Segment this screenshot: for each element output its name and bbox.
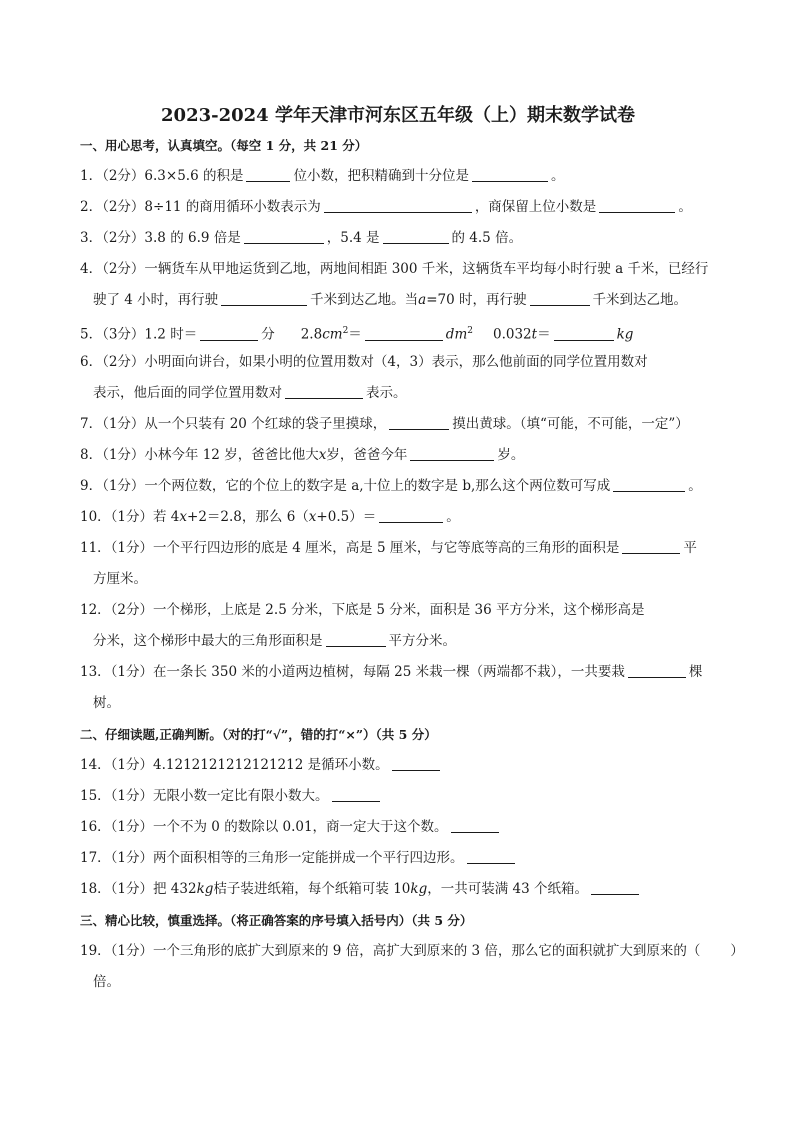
answer-blank[interactable] <box>472 165 548 182</box>
answer-blank[interactable] <box>628 661 686 678</box>
answer-blank[interactable] <box>389 413 449 430</box>
answer-blank[interactable] <box>246 165 290 182</box>
question-14: 14．（1分）4.1212121212121212 是循环小数。 <box>80 750 716 781</box>
answer-blank[interactable] <box>591 878 639 895</box>
answer-blank[interactable] <box>200 324 258 341</box>
question-4: 4．（2分）一辆货车从甲地运货到乙地，两地间相距 300 千米，这辆货车平均每小时行驶 a 千米，已经行 <box>80 261 709 277</box>
page-title: 2023-2024 学年天津市河东区五年级（上）期末数学试卷 <box>161 105 635 126</box>
answer-blank[interactable] <box>599 196 675 213</box>
question-6-continued: 表示，他后面的同学位置用数对 表示。 <box>80 378 716 409</box>
answer-blank[interactable] <box>324 196 472 213</box>
answer-blank[interactable] <box>451 816 499 833</box>
answer-blank[interactable] <box>365 324 443 341</box>
question-19: 19．（1分）一个三角形的底扩大到原来的 9 倍，高扩大到原来的 3 倍，那么它的面积就扩大到原来的（ ） <box>80 943 744 959</box>
question-17: 17．（1分）两个面积相等的三角形一定能拼成一个平行四边形。 <box>80 843 716 874</box>
question-11-continued: 方厘米。 <box>93 571 147 587</box>
question-13: 13．（1分）在一条长 350 米的小道两边植树，每隔 25 米栽一棵（两端都不栽），一共要栽 棵 <box>80 657 716 688</box>
answer-blank[interactable] <box>467 847 515 864</box>
question-7: 7．（1分）从一个只装有 20 个红球的袋子里摸球， 摸出黄球。（填“可能，不可能，一定”） <box>80 409 716 440</box>
answer-blank[interactable] <box>244 227 324 244</box>
section-2-heading: 二、仔细读题,正确判断。（对的打“√”，错的打“×”）（共 5 分） <box>80 727 437 742</box>
question-6: 6．（2分）小明面向讲台，如果小明的位置用数对（4，3）表示，那么他前面的同学位置用数对 <box>80 354 648 370</box>
question-12: 12．（2分）一个梯形，上底是 2.5 分米，下底是 5 分米，面积是 36 平方分米，这个梯形高是 <box>80 602 645 618</box>
answer-blank[interactable] <box>613 475 685 492</box>
question-16: 16．（1分）一个不为 0 的数除以 0.01，商一定大于这个数。 <box>80 812 716 843</box>
question-15: 15．（1分）无限小数一定比有限小数大。 <box>80 781 716 812</box>
section-1-heading: 一、用心思考，认真填空。（每空 1 分，共 21 分） <box>80 138 368 153</box>
answer-blank[interactable] <box>285 382 363 399</box>
question-2: 2．（2分）8÷11 的商用循环小数表示为 ，商保留上位小数是 。 <box>80 192 716 223</box>
question-12-continued: 分米，这个梯形中最大的三角形面积是 平方分米。 <box>80 626 716 657</box>
question-11: 11．（1分）一个平行四边形的底是 4 厘米，高是 5 厘米，与它等底等高的三角形的面积是 平 <box>80 533 716 564</box>
answer-blank[interactable] <box>622 537 680 554</box>
answer-blank[interactable] <box>554 324 614 341</box>
answer-blank[interactable] <box>410 444 494 461</box>
question-18: 18．（1分）把 432kg桔子装进纸箱，每个纸箱可装 10kg，一共可装满 43 个纸箱。 <box>80 874 716 905</box>
answer-blank[interactable] <box>379 506 443 523</box>
answer-blank[interactable] <box>530 289 590 306</box>
question-1: 1．（2分）6.3×5.6 的积是 位小数，把积精确到十分位是 。 <box>80 161 716 192</box>
question-9: 9．（1分）一个两位数，它的个位上的数字是 a,十位上的数字是 b,那么这个两位数可写成 。 <box>80 471 716 502</box>
question-3: 3．（2分）3.8 的 6.9 倍是 ，5.4 是 的 4.5 倍。 <box>80 223 716 254</box>
answer-blank[interactable] <box>221 289 307 306</box>
question-8: 8．（1分）小林今年 12 岁，爸爸比他大x岁，爸爸今年 岁。 <box>80 440 716 471</box>
question-5: 5．（3分）1.2 时＝ 分 $2.8cm^2= dm^2$ 0.032t＝ kg <box>80 316 716 347</box>
answer-blank[interactable] <box>326 630 386 647</box>
section-3-heading: 三、精心比较，慎重选择。（将正确答案的序号填入括号内）（共 5 分） <box>80 913 473 928</box>
question-4-continued: 驶了 4 小时，再行驶 千米到达乙地。当a=70 时，再行驶 千米到达乙地。 <box>80 285 716 316</box>
question-19-continued: 倍。 <box>93 974 120 990</box>
question-13-continued: 树。 <box>93 695 120 711</box>
question-10: 10．（1分）若 4x+2＝2.8，那么 6（x+0.5）＝ 。 <box>80 502 716 533</box>
answer-blank[interactable] <box>392 754 440 771</box>
answer-blank[interactable] <box>332 785 380 802</box>
answer-blank[interactable] <box>383 227 449 244</box>
